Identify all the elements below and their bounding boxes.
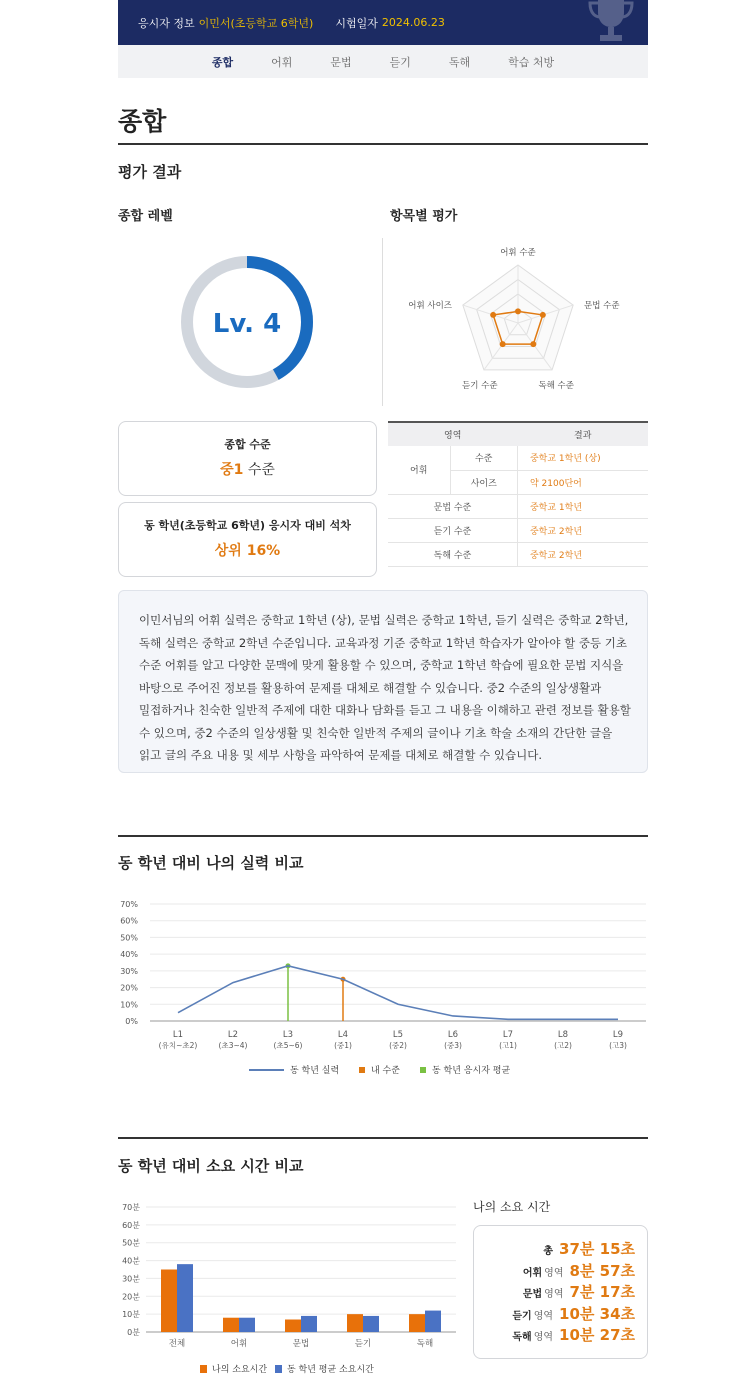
radar-point bbox=[540, 312, 546, 318]
summary-line: 독해 실력은 중학교 2학년 수준입니다. 교육과정 기준 중학교 1학년 학습자가 알아야 할 중등 기초 bbox=[139, 635, 627, 650]
tab-listening[interactable]: 듣기 bbox=[389, 55, 411, 69]
series-line bbox=[178, 966, 618, 1019]
radar-axis-label: 어휘 수준 bbox=[500, 248, 536, 258]
y-tick-label: 10분 bbox=[122, 1310, 140, 1320]
radar-point bbox=[515, 308, 521, 314]
page-title: 종합 bbox=[118, 107, 167, 136]
my-time-heading: 나의 소요 시간 bbox=[473, 1200, 551, 1214]
x-tick-sublabel: (고1) bbox=[499, 1041, 517, 1050]
y-tick-label: 30분 bbox=[122, 1274, 140, 1284]
x-tick-sublabel: (고3) bbox=[609, 1041, 627, 1050]
x-tick-label: L7 bbox=[502, 1030, 514, 1040]
x-tick-label: L5 bbox=[392, 1030, 404, 1040]
trophy-icon bbox=[586, 0, 636, 44]
summary-line: 수 있으며, 중2 수준의 일상생활 및 친숙한 일반적 주제의 글이나 기초 학술 소재의 간단한 글을 bbox=[139, 725, 613, 740]
time-row-listening: 듣기 영역 10분 34초 bbox=[512, 1304, 635, 1323]
table-header-result: 결과 bbox=[517, 422, 648, 446]
legend-swatch bbox=[275, 1365, 282, 1373]
tab-reading[interactable]: 독해 bbox=[448, 55, 471, 69]
rank-card-value: 상위 16% bbox=[214, 543, 281, 559]
x-tick-label: 독해 bbox=[416, 1339, 434, 1349]
x-tick-sublabel: (중2) bbox=[389, 1041, 407, 1050]
overall-level-card bbox=[118, 421, 377, 496]
bar bbox=[409, 1314, 425, 1332]
tab-grammar[interactable]: 문법 bbox=[330, 55, 352, 69]
level-donut-chart bbox=[177, 252, 317, 392]
summary-line: 읽고 글의 주요 내용 및 세부 사항을 파악하여 문제를 대체로 해결할 수 있습니다. bbox=[139, 748, 543, 762]
time-row-reading: 독해 영역 10분 27초 bbox=[512, 1326, 635, 1344]
y-tick-label: 40분 bbox=[122, 1256, 140, 1266]
level-label: Lv. 4 bbox=[212, 309, 282, 339]
examinee-value: 이민서(초등학교 6학년) bbox=[198, 16, 314, 30]
date-label: 시험일자 bbox=[335, 16, 378, 30]
x-tick-label: 전체 bbox=[168, 1339, 186, 1349]
legend-label: 동 학년 평균 소요시간 bbox=[287, 1365, 374, 1375]
overall-level-heading: 종합 레벨 bbox=[118, 209, 173, 224]
table-row: 독해 수준 중학교 2학년 bbox=[388, 542, 648, 566]
table-header-area: 영역 bbox=[388, 422, 517, 446]
radar-axis-label: 독해 수준 bbox=[538, 380, 574, 391]
summary-box bbox=[118, 590, 648, 773]
skill-comparison-line-chart bbox=[118, 895, 648, 1085]
rank-card bbox=[118, 502, 377, 577]
time-divider bbox=[118, 1137, 648, 1139]
y-tick-label: 50% bbox=[120, 933, 138, 943]
x-tick-sublabel: (초3~4) bbox=[218, 1041, 248, 1050]
x-tick-label: 문법 bbox=[292, 1339, 310, 1349]
bar bbox=[161, 1270, 177, 1333]
bar bbox=[239, 1318, 255, 1332]
y-tick-label: 70% bbox=[120, 900, 138, 909]
section-divider bbox=[382, 238, 383, 406]
x-tick-label: L8 bbox=[557, 1030, 569, 1040]
x-tick-label: L3 bbox=[282, 1030, 294, 1040]
area-result-table bbox=[388, 421, 648, 567]
radar-point bbox=[530, 341, 536, 347]
legend-swatch bbox=[200, 1365, 207, 1373]
table-row: 어휘 수준 중학교 1학년 (상) bbox=[388, 446, 648, 470]
y-tick-label: 60% bbox=[120, 916, 138, 926]
summary-line: 바탕으로 주어진 정보를 활용하여 문제를 대체로 해결할 수 있습니다. 중2 수준의 일상생활과 bbox=[139, 680, 602, 695]
examinee-header bbox=[118, 0, 648, 45]
y-tick-label: 50분 bbox=[122, 1238, 140, 1248]
compare-divider bbox=[118, 835, 648, 837]
x-tick-label: L9 bbox=[612, 1030, 624, 1040]
bar bbox=[347, 1314, 363, 1332]
overall-level-card-title: 종합 수준 bbox=[224, 438, 271, 451]
radar-axis-label: 듣기 수준 bbox=[462, 380, 498, 391]
bar bbox=[425, 1311, 441, 1332]
tab-study-prescription[interactable]: 학습 처방 bbox=[508, 55, 555, 69]
x-tick-sublabel: (초5~6) bbox=[273, 1041, 303, 1050]
bar bbox=[363, 1316, 379, 1332]
tab-vocabulary[interactable]: 어휘 bbox=[271, 55, 293, 69]
bar bbox=[285, 1320, 301, 1333]
legend-label: 내 수준 bbox=[371, 1066, 400, 1076]
summary-line: 밀접하거나 친숙한 일반적 주제에 대한 대화나 담화를 듣고 그 내용을 이해하고 관련 정보를 활용할 bbox=[139, 703, 631, 717]
report-tabs bbox=[118, 45, 648, 78]
radar-axis-label: 문법 수준 bbox=[584, 301, 620, 312]
x-tick-sublabel: (중1) bbox=[334, 1041, 352, 1050]
bar bbox=[301, 1316, 317, 1332]
title-divider bbox=[118, 143, 648, 145]
time-row-vocab: 어휘 영역 8분 57초 bbox=[522, 1261, 635, 1280]
x-tick-label: 듣기 bbox=[354, 1339, 372, 1349]
x-tick-sublabel: (고2) bbox=[554, 1041, 572, 1050]
time-row-total: 총 37분 15초 bbox=[543, 1240, 635, 1258]
legend-swatch bbox=[359, 1067, 365, 1073]
y-tick-label: 30% bbox=[120, 966, 138, 976]
date-value: 2024.06.23 bbox=[381, 16, 445, 29]
x-tick-sublabel: (유치~초2) bbox=[158, 1041, 198, 1050]
time-row-grammar: 문법 영역 7분 17초 bbox=[522, 1283, 635, 1301]
overall-level-card-value: 중1 수준 bbox=[220, 462, 275, 478]
radar-axis-label: 어휘 사이즈 bbox=[408, 301, 452, 312]
legend-swatch bbox=[420, 1067, 426, 1073]
legend-label: 나의 소요시간 bbox=[212, 1365, 268, 1375]
x-tick-label: L1 bbox=[172, 1030, 184, 1040]
y-tick-label: 70분 bbox=[122, 1203, 140, 1212]
radar-point bbox=[490, 312, 496, 318]
y-tick-label: 60분 bbox=[122, 1220, 140, 1230]
y-tick-label: 0분 bbox=[127, 1328, 140, 1337]
radar-point bbox=[500, 341, 506, 347]
x-tick-sublabel: (중3) bbox=[444, 1041, 462, 1050]
summary-line: 수준 어휘를 알고 다양한 문맥에 맞게 활용할 수 있으며, 중학교 1학년 학습에 필요한 문법 지식을 bbox=[139, 658, 624, 672]
table-row: 사이즈 약 2100단어 bbox=[388, 470, 648, 494]
y-tick-label: 20분 bbox=[122, 1292, 140, 1302]
examinee-label: 응시자 정보 bbox=[138, 16, 195, 30]
summary-line: 이민서님의 어휘 실력은 중학교 1학년 (상), 문법 실력은 중학교 1학년, 듣기 실력은 중학교 2학년, bbox=[139, 613, 629, 627]
vocab-area-cell: 어휘 bbox=[388, 446, 450, 494]
legend-label: 동 학년 응시자 평균 bbox=[432, 1066, 511, 1076]
my-time-box bbox=[473, 1225, 648, 1359]
x-tick-label: 어휘 bbox=[230, 1339, 248, 1349]
y-tick-label: 10% bbox=[120, 1000, 138, 1010]
table-row: 문법 수준 중학교 1학년 bbox=[388, 494, 648, 518]
rank-card-title: 동 학년(초등학교 6학년) 응시자 대비 석차 bbox=[144, 519, 351, 532]
x-tick-label: L2 bbox=[227, 1030, 239, 1040]
y-tick-label: 0% bbox=[125, 1017, 138, 1026]
x-tick-label: L4 bbox=[337, 1030, 349, 1040]
legend-label: 동 학년 실력 bbox=[290, 1066, 340, 1076]
tab-overview[interactable]: 종합 bbox=[211, 55, 234, 69]
x-tick-label: L6 bbox=[447, 1030, 459, 1040]
time-comparison-bar-chart bbox=[118, 1198, 463, 1378]
section-eval-title: 평가 결과 bbox=[118, 163, 182, 181]
bar bbox=[223, 1318, 239, 1332]
section-compare-title: 동 학년 대비 나의 실력 비교 bbox=[118, 854, 304, 872]
radar-heading: 항목별 평가 bbox=[390, 209, 458, 224]
radar-chart bbox=[395, 238, 648, 403]
table-row: 듣기 수준 중학교 2학년 bbox=[388, 518, 648, 542]
y-tick-label: 20% bbox=[120, 983, 138, 993]
section-time-title: 동 학년 대비 소요 시간 비교 bbox=[118, 1157, 304, 1175]
bar bbox=[177, 1264, 193, 1332]
y-tick-label: 40% bbox=[120, 950, 138, 960]
